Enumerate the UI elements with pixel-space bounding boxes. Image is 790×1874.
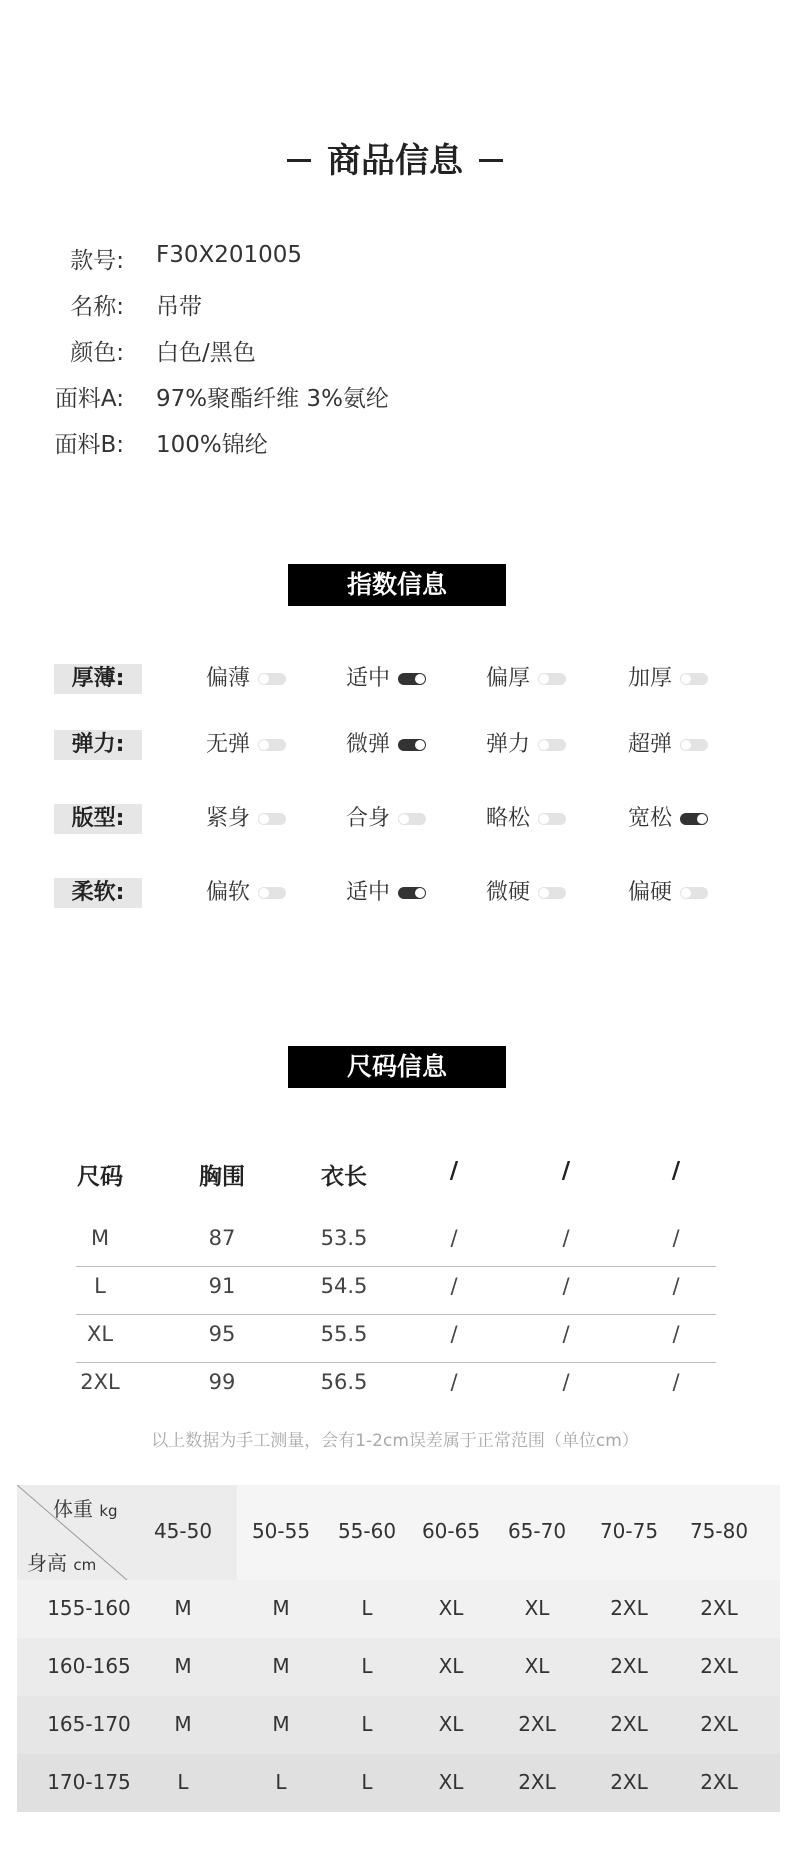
info-label: 颜色:: [70, 340, 124, 366]
index-row-label: 弹力:: [54, 730, 142, 760]
index-option: [206, 804, 286, 834]
toggle-off-icon: [538, 813, 566, 825]
weight-range-header: 70-75: [599, 1519, 659, 1543]
weight-range-header: 55-60: [337, 1519, 397, 1543]
toggle-on-icon: [680, 813, 708, 825]
height-range-label: 160-165: [47, 1654, 131, 1678]
info-row-color: [0, 334, 790, 378]
recommended-size-cell: L: [361, 1770, 373, 1794]
size-table-cell: 56.5: [320, 1370, 368, 1394]
size-table-cell: /: [562, 1226, 570, 1250]
info-value: 白色/黑色: [156, 340, 256, 366]
recommended-size-cell: M: [272, 1654, 290, 1678]
index-option: [346, 878, 426, 908]
weight-range-header: 75-80: [689, 1519, 749, 1543]
measurement-note: 以上数据为手工测量，会有1-2cm误差属于正常范围（单位cm）: [151, 1431, 639, 1451]
index-option: [486, 804, 566, 834]
toggle-off-icon: [680, 739, 708, 751]
recommended-size-cell: XL: [524, 1654, 550, 1678]
size-table-header: /: [671, 1158, 681, 1184]
index-option: [486, 664, 566, 694]
toggle-on-icon: [398, 673, 426, 685]
size-table-header: 尺码: [77, 1164, 123, 1190]
index-option-label: 加厚: [628, 666, 673, 691]
weight-range-header: 65-70: [507, 1519, 567, 1543]
info-value: 97%聚酯纤维 3%氨纶: [156, 386, 389, 412]
height-row: [17, 1754, 780, 1812]
recommended-size-cell: 2XL: [700, 1712, 738, 1736]
toggle-off-icon: [538, 887, 566, 899]
index-option-label: 紧身: [206, 806, 251, 831]
info-label: 面料B:: [54, 432, 124, 458]
index-option-label: 偏软: [206, 880, 251, 905]
size-table-divider: [76, 1266, 716, 1267]
title-right-dash: [479, 159, 503, 162]
recommended-size-cell: XL: [438, 1654, 464, 1678]
size-table-cell: 95: [208, 1322, 236, 1346]
size-table-cell: /: [450, 1322, 458, 1346]
size-table-cell: 54.5: [320, 1274, 368, 1298]
corner-weight-unit: kg: [99, 1502, 118, 1520]
index-option: [628, 664, 708, 694]
corner-height-unit: cm: [73, 1556, 97, 1574]
toggle-off-icon: [680, 673, 708, 685]
recommended-size-cell: L: [361, 1596, 373, 1620]
title-left-dash: [287, 159, 311, 162]
size-table-cell: /: [562, 1370, 570, 1394]
size-table-cell: /: [450, 1370, 458, 1394]
toggle-on-icon: [398, 887, 426, 899]
height-range-label: 165-170: [47, 1712, 131, 1736]
index-option: [628, 804, 708, 834]
size-table-divider: [76, 1362, 716, 1363]
weight-header-row: [17, 1485, 780, 1580]
size-table-cell: 87: [208, 1226, 236, 1250]
index-option-label: 合身: [346, 806, 391, 831]
height-row: [17, 1580, 780, 1638]
info-label: 款号:: [70, 248, 124, 274]
index-option-label: 微弹: [346, 732, 391, 757]
toggle-off-icon: [538, 673, 566, 685]
index-option-label: 偏厚: [486, 666, 531, 691]
recommended-size-cell: 2XL: [610, 1712, 648, 1736]
toggle-on-icon: [398, 739, 426, 751]
size-table-cell: /: [672, 1322, 680, 1346]
size-table-cell: 53.5: [320, 1226, 368, 1250]
recommended-size-cell: 2XL: [700, 1654, 738, 1678]
size-table-header: /: [449, 1158, 459, 1184]
recommended-size-cell: L: [177, 1770, 189, 1794]
recommended-size-cell: L: [275, 1770, 287, 1794]
index-option-label: 适中: [346, 666, 391, 691]
toggle-off-icon: [258, 673, 286, 685]
corner-weight-label: [53, 1493, 118, 1522]
recommended-size-cell: M: [174, 1654, 192, 1678]
index-option-label: 宽松: [628, 806, 673, 831]
weight-height-table: [17, 1485, 780, 1811]
size-table-cell: XL: [86, 1322, 114, 1346]
corner-height-label: [27, 1547, 96, 1576]
height-row: [17, 1696, 780, 1754]
height-range-label: 170-175: [47, 1770, 131, 1794]
info-row-fabric-a: [0, 380, 790, 424]
size-table-cell: /: [672, 1226, 680, 1250]
size-table-cell: /: [672, 1370, 680, 1394]
index-option: [346, 730, 426, 760]
product-info-title-text: 商品信息: [327, 141, 463, 181]
info-row-name: [0, 288, 790, 332]
recommended-size-cell: 2XL: [610, 1770, 648, 1794]
recommended-size-cell: 2XL: [700, 1596, 738, 1620]
index-option: [486, 878, 566, 908]
index-option-label: 偏硬: [628, 880, 673, 905]
index-option: [206, 664, 286, 694]
weight-range-header: 45-50: [153, 1519, 213, 1543]
recommended-size-cell: M: [174, 1596, 192, 1620]
recommended-size-cell: M: [272, 1596, 290, 1620]
product-info-title: [0, 133, 790, 182]
size-table-cell: M: [90, 1226, 110, 1250]
index-option-label: 适中: [346, 880, 391, 905]
recommended-size-cell: L: [361, 1654, 373, 1678]
index-option: [346, 804, 426, 834]
index-option: [628, 730, 708, 760]
info-value: 100%锦纶: [156, 432, 268, 458]
index-option: [206, 730, 286, 760]
info-row-fabric-b: [0, 426, 790, 470]
size-table-cell: /: [562, 1322, 570, 1346]
size-table-cell: 55.5: [320, 1322, 368, 1346]
index-option: [206, 878, 286, 908]
info-label: 面料A:: [54, 386, 124, 412]
index-info-banner: 指数信息: [288, 564, 506, 606]
info-label: 名称:: [70, 294, 124, 320]
size-table-cell: L: [94, 1274, 106, 1298]
index-option-label: 略松: [486, 806, 531, 831]
corner-height-text: 身高: [27, 1551, 67, 1575]
recommended-size-cell: 2XL: [610, 1596, 648, 1620]
toggle-off-icon: [258, 739, 286, 751]
recommended-size-cell: M: [272, 1712, 290, 1736]
info-row-style-no: [0, 242, 790, 286]
info-value: 吊带: [156, 294, 202, 320]
size-table-cell: /: [450, 1274, 458, 1298]
size-table-cell: 2XL: [80, 1370, 120, 1394]
info-value: F30X201005: [156, 242, 303, 268]
height-range-label: 155-160: [47, 1596, 131, 1620]
size-table-divider: [76, 1314, 716, 1315]
index-option-label: 超弹: [628, 732, 673, 757]
recommended-size-cell: L: [361, 1712, 373, 1736]
index-option-label: 偏薄: [206, 666, 251, 691]
size-table-cell: 99: [208, 1370, 236, 1394]
index-option-label: 微硬: [486, 880, 531, 905]
weight-range-header: 60-65: [421, 1519, 481, 1543]
index-option: [486, 730, 566, 760]
recommended-size-cell: 2XL: [700, 1770, 738, 1794]
index-row-label: 柔软:: [54, 878, 142, 908]
index-option-label: 无弹: [206, 732, 251, 757]
index-option-label: 弹力: [486, 732, 531, 757]
size-table-header: 衣长: [321, 1164, 367, 1190]
recommended-size-cell: XL: [438, 1596, 464, 1620]
toggle-off-icon: [398, 813, 426, 825]
size-table-cell: /: [672, 1274, 680, 1298]
size-table-header: /: [561, 1158, 571, 1184]
recommended-size-cell: XL: [438, 1770, 464, 1794]
weight-range-header: 50-55: [251, 1519, 311, 1543]
recommended-size-cell: 2XL: [610, 1654, 648, 1678]
index-row-label: 厚薄:: [54, 664, 142, 694]
size-table-header: 胸围: [199, 1164, 245, 1190]
recommended-size-cell: M: [174, 1712, 192, 1736]
size-table-cell: /: [562, 1274, 570, 1298]
toggle-off-icon: [680, 887, 708, 899]
recommended-size-cell: XL: [438, 1712, 464, 1736]
size-table-cell: /: [450, 1226, 458, 1250]
recommended-size-cell: 2XL: [518, 1712, 556, 1736]
toggle-off-icon: [258, 887, 286, 899]
size-info-banner: 尺码信息: [288, 1046, 506, 1088]
recommended-size-cell: 2XL: [518, 1770, 556, 1794]
index-option: [346, 664, 426, 694]
size-table-cell: 91: [208, 1274, 236, 1298]
toggle-off-icon: [538, 739, 566, 751]
toggle-off-icon: [258, 813, 286, 825]
corner-weight-text: 体重: [53, 1497, 93, 1521]
index-row-label: 版型:: [54, 804, 142, 834]
recommended-size-cell: XL: [524, 1596, 550, 1620]
index-option: [628, 878, 708, 908]
height-row: [17, 1638, 780, 1696]
